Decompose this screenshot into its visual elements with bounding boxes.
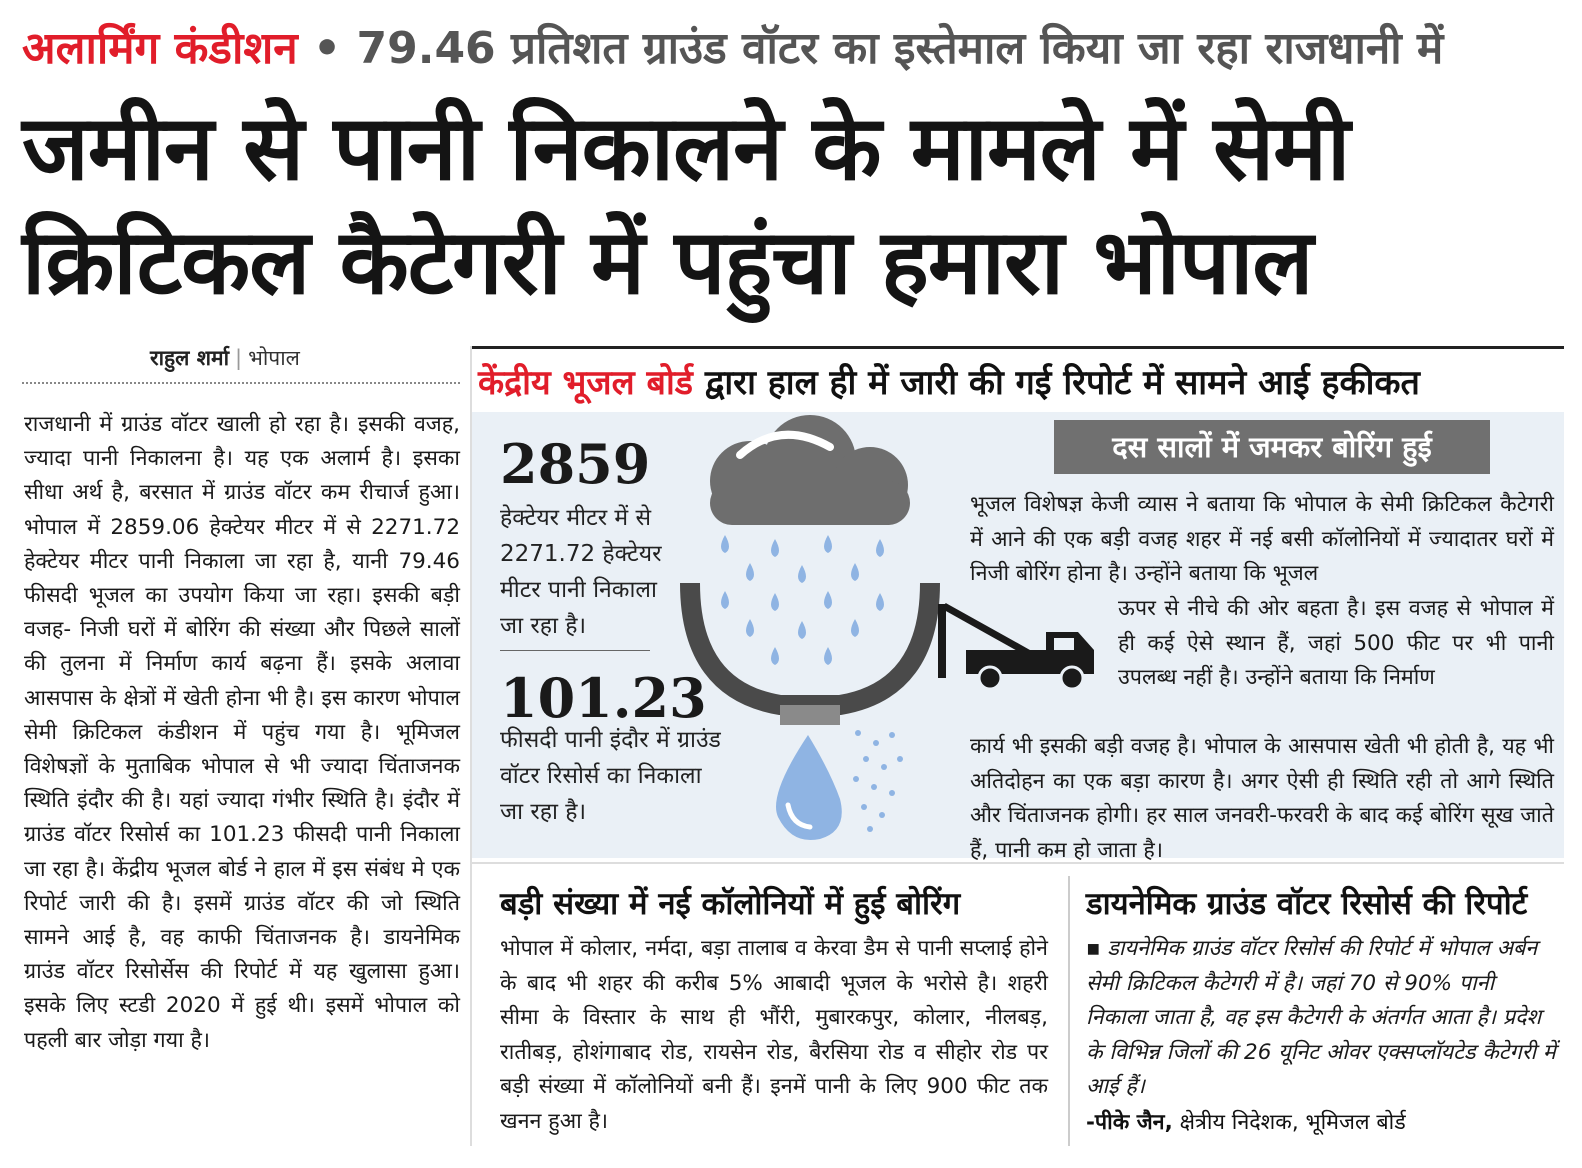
boring-truck-icon — [930, 592, 1110, 692]
headline — [22, 92, 1562, 320]
kicker-label: अलार्मिंग कंडीशन — [22, 23, 298, 74]
stat-text-2: फीसदी पानी इंदौर में ग्राउंड वॉटर रिसोर्स का निकाला जा रहा है। — [500, 727, 721, 825]
kicker-bullet: • — [313, 23, 342, 74]
stat-number-2: 101.23 — [500, 666, 707, 730]
quote-attribution — [1086, 1106, 1406, 1140]
subhead-text: द्वारा हाल ही में जारी की गई रिपोर्ट में सामने आई हकीकत — [704, 363, 1420, 403]
byline-place: भोपाल — [248, 346, 300, 370]
stat-number-1: 2859 — [500, 432, 651, 496]
rain-drops-icon — [721, 535, 884, 665]
cloud-icon — [710, 415, 910, 525]
quote-bullet: ▪ — [1086, 936, 1101, 961]
headline-line-1: जमीन से पानी निकालने के मामले में सेमी — [22, 96, 1350, 201]
quote-text: डायनेमिक ग्राउंड वॉटर रिसोर्स की रिपोर्ट में भोपाल अर्बन सेमी क्रिटिकल कैटेगरी में है। जहां 70 से 90% पानी निकाला जाता है, वह इस कैटेगरी के अंतर्गत आता है। प्रदेश के विभिन्न जिलों की 26 यूनिट ओवर एक्सप्लॉयटेड कैटेगरी में आई हैं। — [1086, 936, 1556, 1099]
water-drop-icon — [776, 730, 903, 840]
kicker — [22, 18, 1562, 80]
expert-body-part-2: ऊपर से नीचे की ओर बहता है। इस वजह से भोपाल में ही कई ऐसे स्थान हैं, जहां 500 फीट पर भी पानी उपलब्ध नहीं है। उन्होंने बताया कि निर्माण — [1118, 596, 1554, 690]
byline-author: राहुल शर्मा — [150, 346, 230, 370]
rain-funnel-illustration — [680, 415, 940, 855]
stat-divider — [500, 650, 650, 651]
colonies-boring-body: भोपाल में कोलार, नर्मदा, बड़ा तालाब व केरवा डैम से पानी सप्लाई होने के बाद भी शहर की करीब 5% आबादी भूजल के भरोसे है। शहरी सीमा के विस्तार के साथ ही भौंरी, मुबारकपुर, कोलार, नीलबड़, रातीबड़, होशंगाबाद रोड, रायसेन रोड, बैरसिया रोड व सीहोर रोड पर बड़ी संख्या में कॉलोनियों बनी हैं। इनमें पानी के लिए 900 फीट तक खनन हुआ है। — [500, 936, 1048, 1134]
expert-body-part-3: कार्य भी इसकी बड़ी वजह है। भोपाल के आसपास खेती भी होती है, यह भी अतिदोहन का एक बड़ा कारण है। अगर ऐसी ही स्थिति रही तो आगे स्थिति और चिंताजनक होगी। हर साल जनवरी-फरवरी के बाद कई बोरिंग सूख जाते हैं, पानी कम हो जाता है। — [970, 734, 1554, 863]
stat-text-1: हेक्टेयर मीटर में से 2271.72 हेक्टेयर मीटर पानी निकाला जा रहा है। — [500, 505, 662, 639]
attribution-name: -पीके जैन, — [1086, 1110, 1173, 1135]
subhead-source: केंद्रीय भूजल बोर्ड — [478, 363, 693, 403]
byline-divider — [22, 382, 460, 384]
resource-report-quote — [1086, 932, 1556, 1105]
expert-body-part-1: भूजल विशेषज्ञ केजी व्यास ने बताया कि भोपाल के सेमी क्रिटिकल कैटेगरी में आने की एक बड़ी वजह शहर में नई बसी कॉलोनियों में ज्यादातर घरों में निजी बोरिंग होना है। उन्होंने बताया कि भूजल — [970, 492, 1554, 586]
attribution-role: क्षेत्रीय निदेशक, भूमिजल बोर्ड — [1179, 1110, 1406, 1135]
colonies-boring-title: बड़ी संख्या में नई कॉलोनियों में हुई बोरिंग — [500, 886, 961, 922]
section-subhead — [478, 358, 1420, 408]
kicker-text: 79.46 प्रतिशत ग्राउंड वॉटर का इस्तेमाल किया जा रहा राजधानी में — [356, 23, 1444, 74]
left-column-body: राजधानी में ग्राउंड वॉटर खाली हो रहा है। इसकी वजह, ज्यादा पानी निकालना है। यह एक अलार्म है। इसका सीधा अर्थ है, बरसात में ग्राउंड वॉटर कम रीचार्ज हुआ। भोपाल में 2859.06 हेक्टेयर मीटर में से 2271.72 हेक्टेयर मीटर पानी निकाला जा रहा है, यानी 79.46 फीसदी भूजल का उपयोग किया जा रहा। इसकी बड़ी वजह- निजी घरों में बोरिंग की संख्या और पिछले सालों की तुलना में निर्माण कार्य बढ़ना हैं। इसके अलावा आसपास के क्षेत्रों में खेती होना भी है। इस कारण भोपाल सेमी क्रिटिकल कंडीशन में पहुंच गया है। भूमिजल विशेषज्ञों के मुताबिक भोपाल से भी ज्यादा चिंताजनक स्थिति इंदौर की है। यहां ज्यादा गंभीर स्थिति है। इंदौर में ग्राउंड वॉटर रिसोर्स का 101.23 फीसदी पानी निकाला जा रहा है। केंद्रीय भूजल बोर्ड ने हाल में इस संबंध मे एक रिपोर्ट जारी की है। इसमें ग्राउंड वॉटर की जो स्थिति सामने आई है, वह काफी चिंताजनक है। डायनेमिक ग्राउंड वॉटर रिसोर्सेस की रिपोर्ट में यह खुलासा हुआ। इसके लिए स्टडी 2020 में हुई थी। इसमें भोपाल को पहली बार जोड़ा गया है। — [24, 412, 460, 1053]
bottom-section-rule — [472, 862, 1564, 864]
bottom-column-divider — [1068, 876, 1070, 1146]
headline-line-2: क्रिटिकल कैटेगरी में पहुंचा हमारा भोपाल — [22, 210, 1313, 315]
section-top-rule — [470, 346, 1564, 349]
box-heading: दस सालों में जमकर बोरिंग हुई — [1054, 420, 1490, 474]
byline — [150, 344, 300, 372]
byline-separator: | — [235, 346, 243, 370]
resource-report-title: डायनेमिक ग्राउंड वॉटर रिसोर्स की रिपोर्ट — [1086, 886, 1528, 922]
